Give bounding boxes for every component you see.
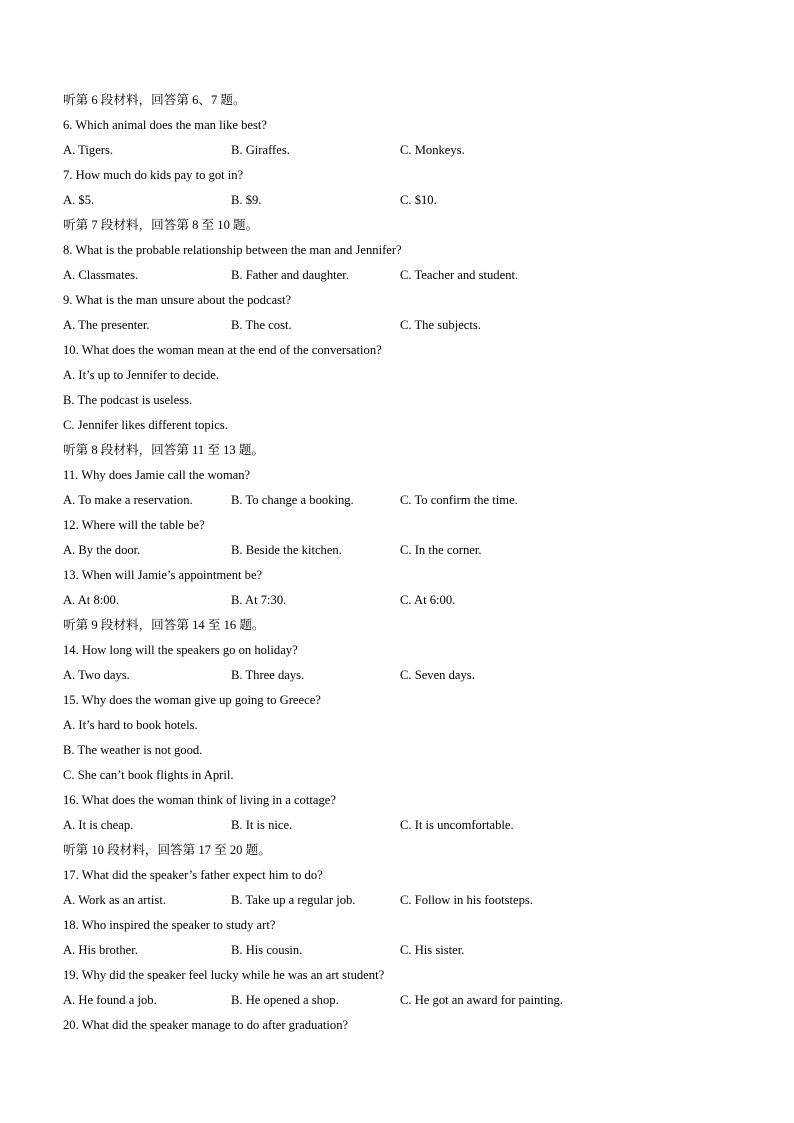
option-a: A. To make a reservation. [63, 493, 193, 507]
option-line: A. It’s up to Jennifer to decide. [63, 368, 219, 382]
option-c: C. $10. [400, 193, 437, 207]
question-text: 13. When will Jamie’s appointment be? [63, 568, 263, 582]
question-text: 6. Which animal does the man like best? [63, 118, 268, 132]
option-c: C. At 6:00. [400, 593, 456, 607]
options-row [63, 190, 763, 215]
question-text: 16. What does the woman think of living in a cottage? [63, 793, 336, 807]
option-b: B. At 7:30. [231, 593, 287, 607]
option-a: A. Classmates. [63, 268, 139, 282]
option-c: C. His sister. [400, 943, 465, 957]
option-a: A. $5. [63, 193, 95, 207]
option-line: C. She can’t book flights in April. [63, 768, 234, 782]
section-heading: 听第 6 段材料，回答第 6、7 题。 [63, 93, 246, 107]
option-line: C. Jennifer likes different topics. [63, 418, 228, 432]
option-c: C. In the corner. [400, 543, 482, 557]
option-c: C. Seven days. [400, 668, 475, 682]
option-c: C. To confirm the time. [400, 493, 518, 507]
option-c: C. It is uncomfortable. [400, 818, 514, 832]
option-c: C. He got an award for painting. [400, 993, 563, 1007]
option-a: A. Work as an artist. [63, 893, 166, 907]
option-b: B. His cousin. [231, 943, 303, 957]
option-c: C. Monkeys. [400, 143, 465, 157]
options-row [63, 315, 763, 340]
options-row [63, 265, 763, 290]
option-c: C. Follow in his footsteps. [400, 893, 533, 907]
option-a: A. The presenter. [63, 318, 150, 332]
option-b: B. It is nice. [231, 818, 293, 832]
question-text: 8. What is the probable relationship between the man and Jennifer? [63, 243, 402, 257]
options-row [63, 940, 763, 965]
option-b: B. Giraffes. [231, 143, 290, 157]
option-a: A. He found a job. [63, 993, 157, 1007]
question-text: 7. How much do kids pay to got in? [63, 168, 244, 182]
option-line: B. The weather is not good. [63, 743, 203, 757]
option-c: C. Teacher and student. [400, 268, 519, 282]
options-row [63, 540, 763, 565]
option-b: B. $9. [231, 193, 262, 207]
option-a: A. By the door. [63, 543, 141, 557]
option-b: B. To change a booking. [231, 493, 354, 507]
section-heading: 听第 7 段材料，回答第 8 至 10 题。 [63, 218, 259, 232]
section-heading: 听第 10 段材料，回答第 17 至 20 题。 [63, 843, 271, 857]
question-text: 15. Why does the woman give up going to Greece? [63, 693, 321, 707]
option-c: C. The subjects. [400, 318, 481, 332]
question-text: 14. How long will the speakers go on holiday? [63, 643, 298, 657]
exam-page [63, 90, 763, 1040]
options-row [63, 590, 763, 615]
option-b: B. He opened a shop. [231, 993, 339, 1007]
options-row [63, 990, 763, 1015]
option-a: A. Two days. [63, 668, 130, 682]
section-heading: 听第 9 段材料，回答第 14 至 16 题。 [63, 618, 265, 632]
question-text: 19. Why did the speaker feel lucky while he was an art student? [63, 968, 385, 982]
question-text: 20. What did the speaker manage to do after graduation? [63, 1018, 349, 1032]
options-row [63, 665, 763, 690]
options-row [63, 490, 763, 515]
question-text: 10. What does the woman mean at the end of the conversation? [63, 343, 382, 357]
options-row [63, 890, 763, 915]
option-b: B. Take up a regular job. [231, 893, 356, 907]
option-b: B. Three days. [231, 668, 305, 682]
option-a: A. His brother. [63, 943, 138, 957]
options-row [63, 815, 763, 840]
option-b: B. The cost. [231, 318, 292, 332]
question-text: 18. Who inspired the speaker to study art? [63, 918, 276, 932]
question-text: 17. What did the speaker’s father expect him to do? [63, 868, 323, 882]
option-a: A. It is cheap. [63, 818, 134, 832]
options-row [63, 140, 763, 165]
question-text: 11. Why does Jamie call the woman? [63, 468, 251, 482]
question-text: 9. What is the man unsure about the podcast? [63, 293, 292, 307]
section-heading: 听第 8 段材料，回答第 11 至 13 题。 [63, 443, 265, 457]
option-b: B. Beside the kitchen. [231, 543, 342, 557]
option-a: A. Tigers. [63, 143, 114, 157]
option-b: B. Father and daughter. [231, 268, 349, 282]
question-text: 12. Where will the table be? [63, 518, 205, 532]
option-line: A. It’s hard to book hotels. [63, 718, 198, 732]
option-a: A. At 8:00. [63, 593, 119, 607]
option-line: B. The podcast is useless. [63, 393, 193, 407]
